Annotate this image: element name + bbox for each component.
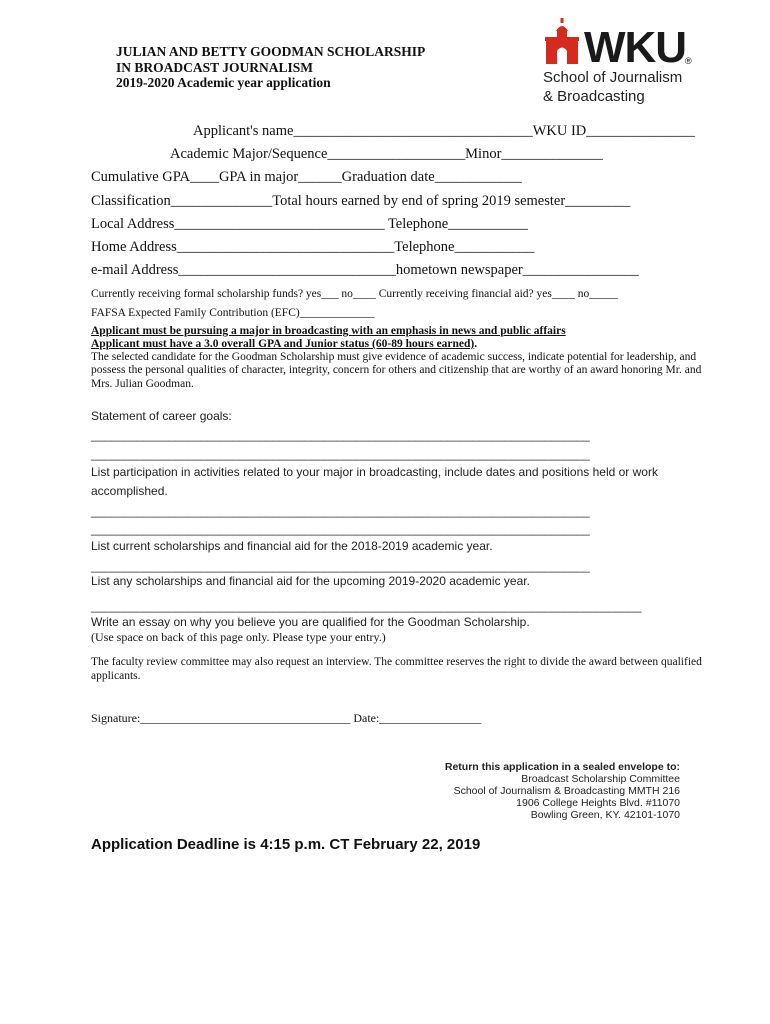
- requirement-gpa: [91, 338, 477, 351]
- major-field[interactable]: Academic Major/Sequence___________________Minor______________: [170, 146, 603, 162]
- requirement-major: Applicant must be pursuing a major in broadcasting with an emphasis in news and public affairs: [91, 325, 566, 337]
- return-line-2: School of Journalism & Broadcasting MMTH 216: [453, 785, 680, 797]
- cupola-icon: [543, 18, 581, 66]
- logo-wordmark: WKU: [584, 23, 687, 72]
- home-address-field[interactable]: Home Address______________________________Telephone___________: [91, 239, 535, 255]
- committee-note: The faculty review committee may also request an interview. The committee reserves the right to divide the award between qualified applicants.: [91, 656, 702, 682]
- classification-field[interactable]: Classification______________Total hours earned by end of spring 2019 semester_________: [91, 193, 631, 209]
- registered-mark: ®: [685, 56, 692, 66]
- title-line-2: IN BROADCAST JOURNALISM: [116, 59, 314, 75]
- essay-note: (Use space on back of this page only. Please type your entry.): [91, 630, 386, 644]
- return-line-3: 1906 College Heights Blvd. #11070: [516, 797, 680, 809]
- activities-line-2[interactable]: _____________________________________________________________________________: [91, 522, 590, 536]
- title-line-3: 2019-2020 Academic year application: [116, 75, 331, 90]
- return-line-4: Bowling Green, KY. 42101-1070: [530, 809, 680, 821]
- career-goals-line-1[interactable]: _____________________________________________________________________________: [91, 428, 590, 442]
- current-aid-label: List current scholarships and financial aid for the 2018-2019 academic year.: [91, 539, 493, 553]
- activities-label: List participation in activities related to your major in broadcasting, include dates and positions held or work accomplished.: [91, 465, 658, 498]
- funds-question[interactable]: Currently receiving formal scholarship funds? yes___ no____ Currently receiving financial aid? yes____ no_____: [91, 288, 618, 300]
- selection-criteria: The selected candidate for the Goodman Scholarship must give evidence of academic success, indicate potential for leadership, and possess the personal qualities of character, integrity, concern for others and citizenship that are worthy of an award honoring Mr. and Mrs. Julian Goodman.: [91, 351, 702, 390]
- career-goals-label: Statement of career goals:: [91, 409, 232, 423]
- return-line-1: Broadcast Scholarship Committee: [521, 773, 680, 785]
- local-address-field[interactable]: Local Address_____________________________ Telephone___________: [91, 216, 528, 232]
- requirement-gpa-suffix: .: [474, 338, 478, 350]
- essay-label: Write an essay on why you believe you are qualified for the Goodman Scholarship.: [91, 615, 530, 629]
- email-field[interactable]: e-mail Address______________________________hometown newspaper________________: [91, 262, 639, 278]
- upcoming-aid-line[interactable]: _____________________________________________________________________________________: [91, 599, 642, 613]
- activities-line-1[interactable]: _____________________________________________________________________________: [91, 504, 590, 518]
- gpa-field[interactable]: Cumulative GPA____GPA in major______Graduation date____________: [91, 169, 522, 185]
- logo-subtitle-2: & Broadcasting: [543, 88, 645, 105]
- current-aid-line[interactable]: _____________________________________________________________________________: [91, 559, 590, 573]
- requirement-gpa-text: Applicant must have a 3.0 overall GPA and Junior status (60-89 hours earned): [91, 338, 475, 350]
- career-goals-line-2[interactable]: _____________________________________________________________________________: [91, 447, 590, 461]
- form-title: [116, 44, 425, 91]
- return-address: [380, 761, 680, 821]
- upcoming-aid-label: List any scholarships and financial aid for the upcoming 2019-2020 academic year.: [91, 574, 530, 588]
- wku-logo: [543, 18, 703, 108]
- fafsa-field[interactable]: FAFSA Expected Family Contribution (EFC)_____________: [91, 307, 375, 319]
- application-deadline: Application Deadline is 4:15 p.m. CT February 22, 2019: [91, 836, 481, 853]
- signature-date-field[interactable]: Signature:___________________________________ Date:_________________: [91, 711, 482, 725]
- title-line-1: JULIAN AND BETTY GOODMAN SCHOLARSHIP: [116, 44, 426, 59]
- return-heading: Return this application in a sealed envelope to:: [444, 761, 680, 773]
- applicant-name-field[interactable]: Applicant's name_________________________________WKU ID_______________: [193, 123, 696, 139]
- logo-subtitle-1: School of Journalism: [543, 69, 683, 86]
